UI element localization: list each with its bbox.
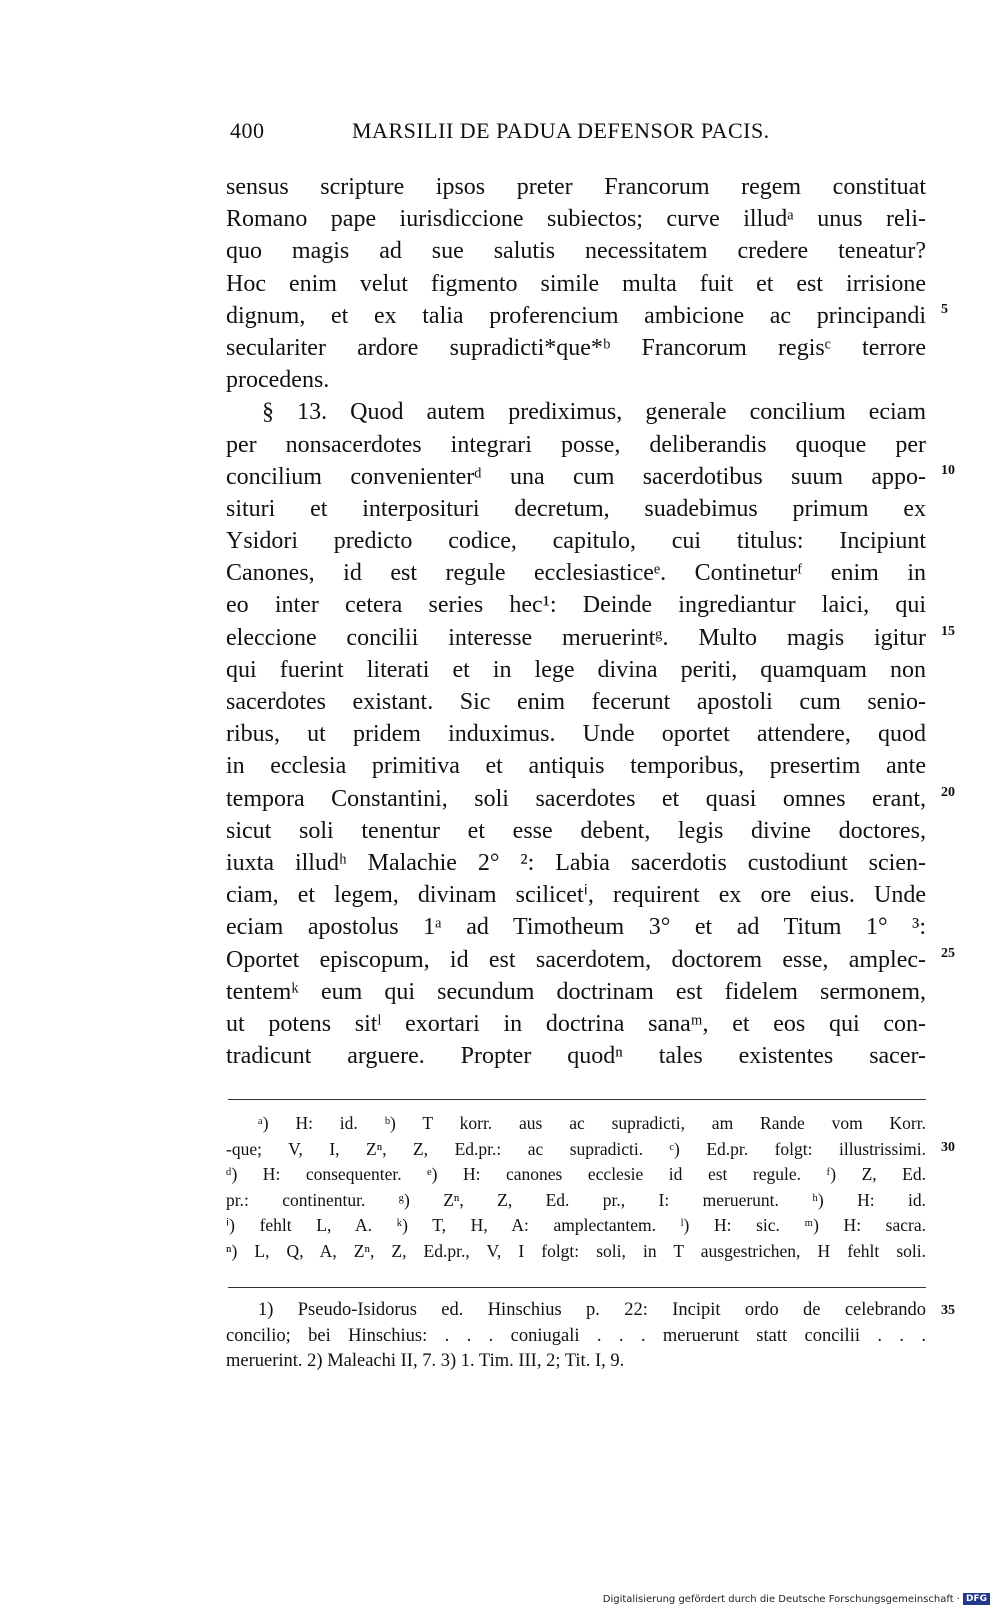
dfg-logo: DFG <box>963 1593 990 1605</box>
text-line: tentemᵏ eum qui secundum doctrinam est fidelem sermonem, <box>226 978 926 1005</box>
text-line: ut potens sitˡ exortari in doctrina sanaᵐ, et eos qui con- <box>226 1010 926 1037</box>
text-line: sicut soli tenentur et esse debent, legis divine doctores, <box>226 817 926 844</box>
text-line: dignum, et ex talia proferencium ambicione ac principandi <box>226 302 926 329</box>
text-line: quo magis ad sue salutis necessitatem credere teneatur? <box>226 238 926 265</box>
line-number: 10 <box>941 463 955 478</box>
footnote-divider <box>228 1099 926 1100</box>
critical-apparatus <box>226 1111 926 1264</box>
text-line: sensus scripture ipsos preter Francorum regem constituat <box>226 174 926 200</box>
line-number: 30 <box>941 1140 955 1155</box>
text-line: Oportet episcopum, id est sacerdotem, doctorem esse, amplec- <box>226 946 926 973</box>
text-line: Ysidori predicto codice, capitulo, cui titulus: Incipiunt <box>226 528 926 555</box>
text-line: Romano pape iurisdiccione subiectos; curve illudᵃ unus reli- <box>226 206 926 233</box>
page-number: 400 <box>230 118 265 143</box>
text-line: iuxta illudʰ Malachie 2° ²: Labia sacerdotis custodiunt scien- <box>226 849 926 876</box>
line-number: 20 <box>941 785 955 800</box>
text-line: ribus, ut pridem induximus. Unde oportet attendere, quod <box>226 721 926 748</box>
running-title: MARSILII DE PADUA DEFENSOR PACIS. <box>352 118 770 143</box>
text-line: sacerdotes existant. Sic enim fecerunt apostoli cum senio- <box>226 689 926 715</box>
text-line: Hoc enim velut figmento simile multa fuit et est irrisione <box>226 270 926 297</box>
line-number: 5 <box>941 302 948 317</box>
source-notes-divider <box>228 1287 926 1288</box>
source-note-line: concilio; bei Hinschius: . . . coniugali . . . meruerunt statt concilii . . . <box>226 1325 926 1346</box>
text-line: procedens. <box>226 367 330 394</box>
digitization-credit <box>603 1593 990 1605</box>
apparatus-line: pr.: continentur. ᵍ) Zⁿ, Z, Ed. pr., I: meruerunt. ʰ) H: id. <box>226 1189 926 1210</box>
text-line: in ecclesia primitiva et antiquis temporibus, presertim ante <box>226 753 926 780</box>
line-number: 25 <box>941 946 955 961</box>
source-note-line: meruerint. 2) Maleachi II, 7. 3) 1. Tim. III, 2; Tit. I, 9. <box>226 1351 625 1371</box>
apparatus-line: ᵃ) H: id. ᵇ) T korr. aus ac supradicti, am Rande vom Korr. <box>258 1113 926 1133</box>
text-line: situri et interposituri decretum, suadebimus primum ex <box>226 495 926 522</box>
text-line: eciam apostolus 1ᵃ ad Timotheum 3° et ad Titum 1° ³: <box>226 914 926 941</box>
apparatus-line: ⁿ) L, Q, A, Zⁿ, Z, Ed.pr., V, I folgt: soli, in T ausgestrichen, H fehlt soli. <box>226 1240 926 1261</box>
credit-text: Digitalisierung gefördert durch die Deutsche Forschungsgemeinschaft · <box>602 1593 960 1605</box>
text-line: Canones, id est regule ecclesiasticeᵉ. Contineturᶠ enim in <box>226 560 926 587</box>
text-line: seculariter ardore supradicti*que*ᵇ Francorum regisᶜ terrore <box>226 334 926 361</box>
apparatus-line: ⁱ) fehlt L, A. ᵏ) T, H, A: amplectantem. ˡ) H: sic. ᵐ) H: sacra. <box>226 1215 926 1235</box>
text-line: qui fuerint literati et in lege divina periti, quamquam non <box>226 656 926 683</box>
apparatus-line: -que; V, I, Zⁿ, Z, Ed.pr.: ac supradicti. ᶜ) Ed.pr. folgt: illustrissimi. <box>226 1138 926 1159</box>
source-notes <box>226 1298 926 1375</box>
text-line: tempora Constantini, soli sacerdotes et quasi omnes erant, <box>226 785 926 812</box>
text-line: tradicunt arguere. Propter quodⁿ tales existentes sacer- <box>226 1043 926 1070</box>
apparatus-line: ᵈ) H: consequenter. ᵉ) H: canones ecclesie id est regule. ᶠ) Z, Ed. <box>226 1164 926 1184</box>
text-line: concilium convenienterᵈ una cum sacerdotibus suum appo- <box>226 463 926 490</box>
line-number: 15 <box>941 624 955 639</box>
source-note-line: 1) Pseudo-Isidorus ed. Hinschius p. 22: Incipit ordo de celebrando <box>258 1300 926 1320</box>
text-line: ciam, et legem, divinam scilicetⁱ, requirent ex ore eius. Unde <box>226 882 926 909</box>
line-number: 35 <box>941 1303 955 1318</box>
text-line: per nonsacerdotes integrari posse, deliberandis quoque per <box>226 431 926 458</box>
text-line: eleccione concilii interesse meruerintᵍ. Multo magis igitur <box>226 624 926 651</box>
text-line: eo inter cetera series hec¹: Deinde ingrediantur laici, qui <box>226 592 926 619</box>
text-line: § 13. Quod autem prediximus, generale concilium eciam <box>262 399 926 426</box>
main-text <box>226 171 926 1072</box>
